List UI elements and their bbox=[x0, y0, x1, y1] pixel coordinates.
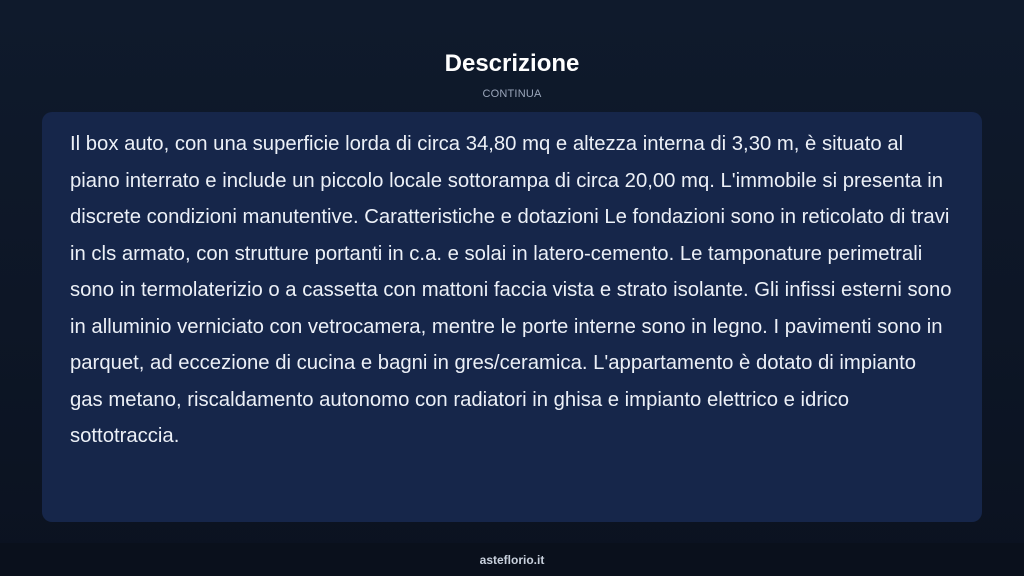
footer-site-label: asteflorio.it bbox=[479, 553, 545, 567]
header bbox=[0, 48, 1024, 101]
description-card bbox=[42, 112, 982, 522]
page-subtitle: CONTINUA bbox=[482, 88, 542, 100]
footer bbox=[0, 543, 1024, 576]
page-title: Descrizione bbox=[444, 50, 580, 77]
description-text: Il box auto, con una superficie lorda di circa 34,80 mq e altezza interna di 3,30 m, è situato al piano interrato e include un piccolo locale sottorampa di circa 20,00 mq. L'immobile si presenta in discrete condizioni manutentive. Caratteristiche e dotazioni Le fondazioni sono in reticolato di travi in cls armato, con strutture portanti in c.a. e solai in latero-cemento. Le tamponature perimetrali sono in termolaterizio o a cassetta con mattoni faccia vista e strato isolante. Gli infissi esterni sono in alluminio verniciato con vetrocamera, mentre le porte interne sono in legno. I pavimenti sono in parquet, ad eccezione di cucina e bagni in gres/ceramica. L'appartamento è dotato di impianto gas metano, riscaldamento autonomo con radiatori in ghisa e impianto elettrico e idrico sottotraccia. bbox=[70, 133, 952, 447]
